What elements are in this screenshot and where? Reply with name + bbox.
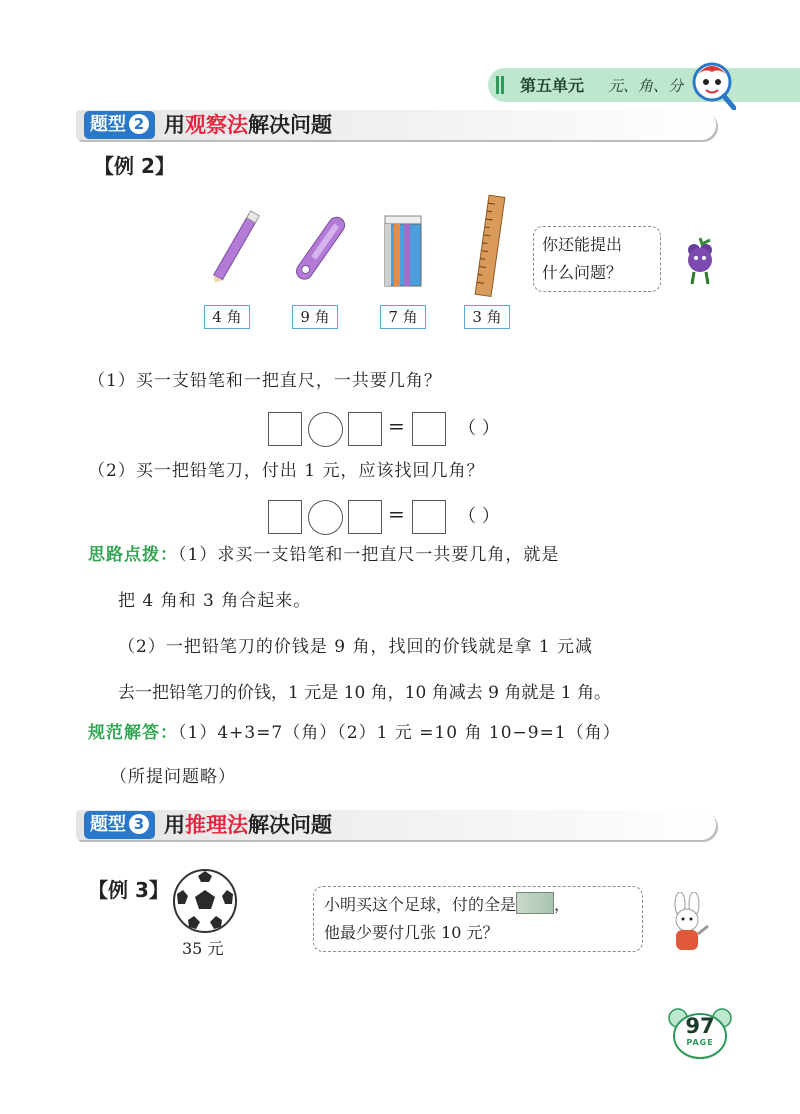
pencil-sharpener-icon xyxy=(290,210,350,288)
answer-box[interactable] xyxy=(348,500,382,534)
soccer-ball-icon xyxy=(172,868,238,934)
hint-line-3: （2）一把铅笔刀的价钱是 9 角，找回的价钱就是拿 1 元减 xyxy=(118,637,594,657)
equation-row-2: = （ ） xyxy=(268,500,538,534)
header-bars-icon xyxy=(496,76,508,94)
price-tag-pencil: 4 角 xyxy=(204,305,250,329)
unit-blank: （ ） xyxy=(458,418,500,439)
section-header-2 xyxy=(76,106,716,144)
speech-bubble-1: 你还能提出 什么问题？ xyxy=(533,226,661,292)
unit-blank: （ ） xyxy=(458,506,500,527)
answer-line-2: （所提问题略） xyxy=(110,767,236,787)
hint-line-4: 去一把铅笔刀的价钱，1 元是 10 角，10 角减去 9 角就是 1 角。 xyxy=(118,683,611,703)
operator-circle[interactable] xyxy=(308,412,343,447)
section-header-3 xyxy=(76,806,716,844)
banknote-10-yuan-icon xyxy=(516,892,554,914)
eraser-icon xyxy=(382,214,424,288)
answer-box[interactable] xyxy=(268,412,302,446)
example-3-label: 【例 3】 xyxy=(88,878,169,902)
price-tag-eraser: 7 角 xyxy=(380,305,426,329)
magnifier-mascot-icon xyxy=(692,60,736,110)
hint-line-1: 思路点拨：（1）求买一支铅笔和一把直尺一共要几角，就是 xyxy=(88,545,560,565)
answer-box[interactable] xyxy=(348,412,382,446)
page-number: 97 xyxy=(685,1014,715,1038)
answer-box[interactable] xyxy=(412,412,446,446)
ball-price: 35 元 xyxy=(182,939,224,958)
rabbit-mascot-icon xyxy=(662,892,712,954)
price-tag-ruler: 3 角 xyxy=(464,305,510,329)
section-title: 用推理法解决问题 xyxy=(164,813,332,837)
speech-bubble-2: 小明买这个足球，付的全是 ， 他最少要付几张 10 元？ xyxy=(313,886,643,952)
hint-line-2: 把 4 角和 3 角合起来。 xyxy=(118,591,312,611)
section-tag: 题型 2 xyxy=(84,111,155,139)
page-word: PAGE xyxy=(686,1038,714,1047)
section-tag: 题型 3 xyxy=(84,811,155,839)
question-2: （2）买一把铅笔刀，付出 1 元，应该找回几角？ xyxy=(88,461,485,481)
equation-row-1: = （ ） xyxy=(268,412,538,446)
header-unit: 第五单元 xyxy=(520,76,585,95)
ruler-icon xyxy=(474,194,508,298)
answer-line-1: 规范解答：（1）4+3=7（角）（2）1 元 =10 角 10−9=1（角） xyxy=(88,723,621,743)
operator-circle[interactable] xyxy=(308,500,343,535)
price-tag-sharpener: 9 角 xyxy=(292,305,338,329)
section-title: 用观察法解决问题 xyxy=(164,113,332,137)
pencil-icon xyxy=(205,208,265,288)
answer-box[interactable] xyxy=(412,500,446,534)
question-1: （1）买一支铅笔和一把直尺，一共要几角？ xyxy=(88,371,442,391)
example-2-label: 【例 2】 xyxy=(94,154,175,178)
answer-box[interactable] xyxy=(268,500,302,534)
header-topic: 元、角、分 xyxy=(608,77,684,95)
grape-mascot-icon xyxy=(680,234,720,286)
